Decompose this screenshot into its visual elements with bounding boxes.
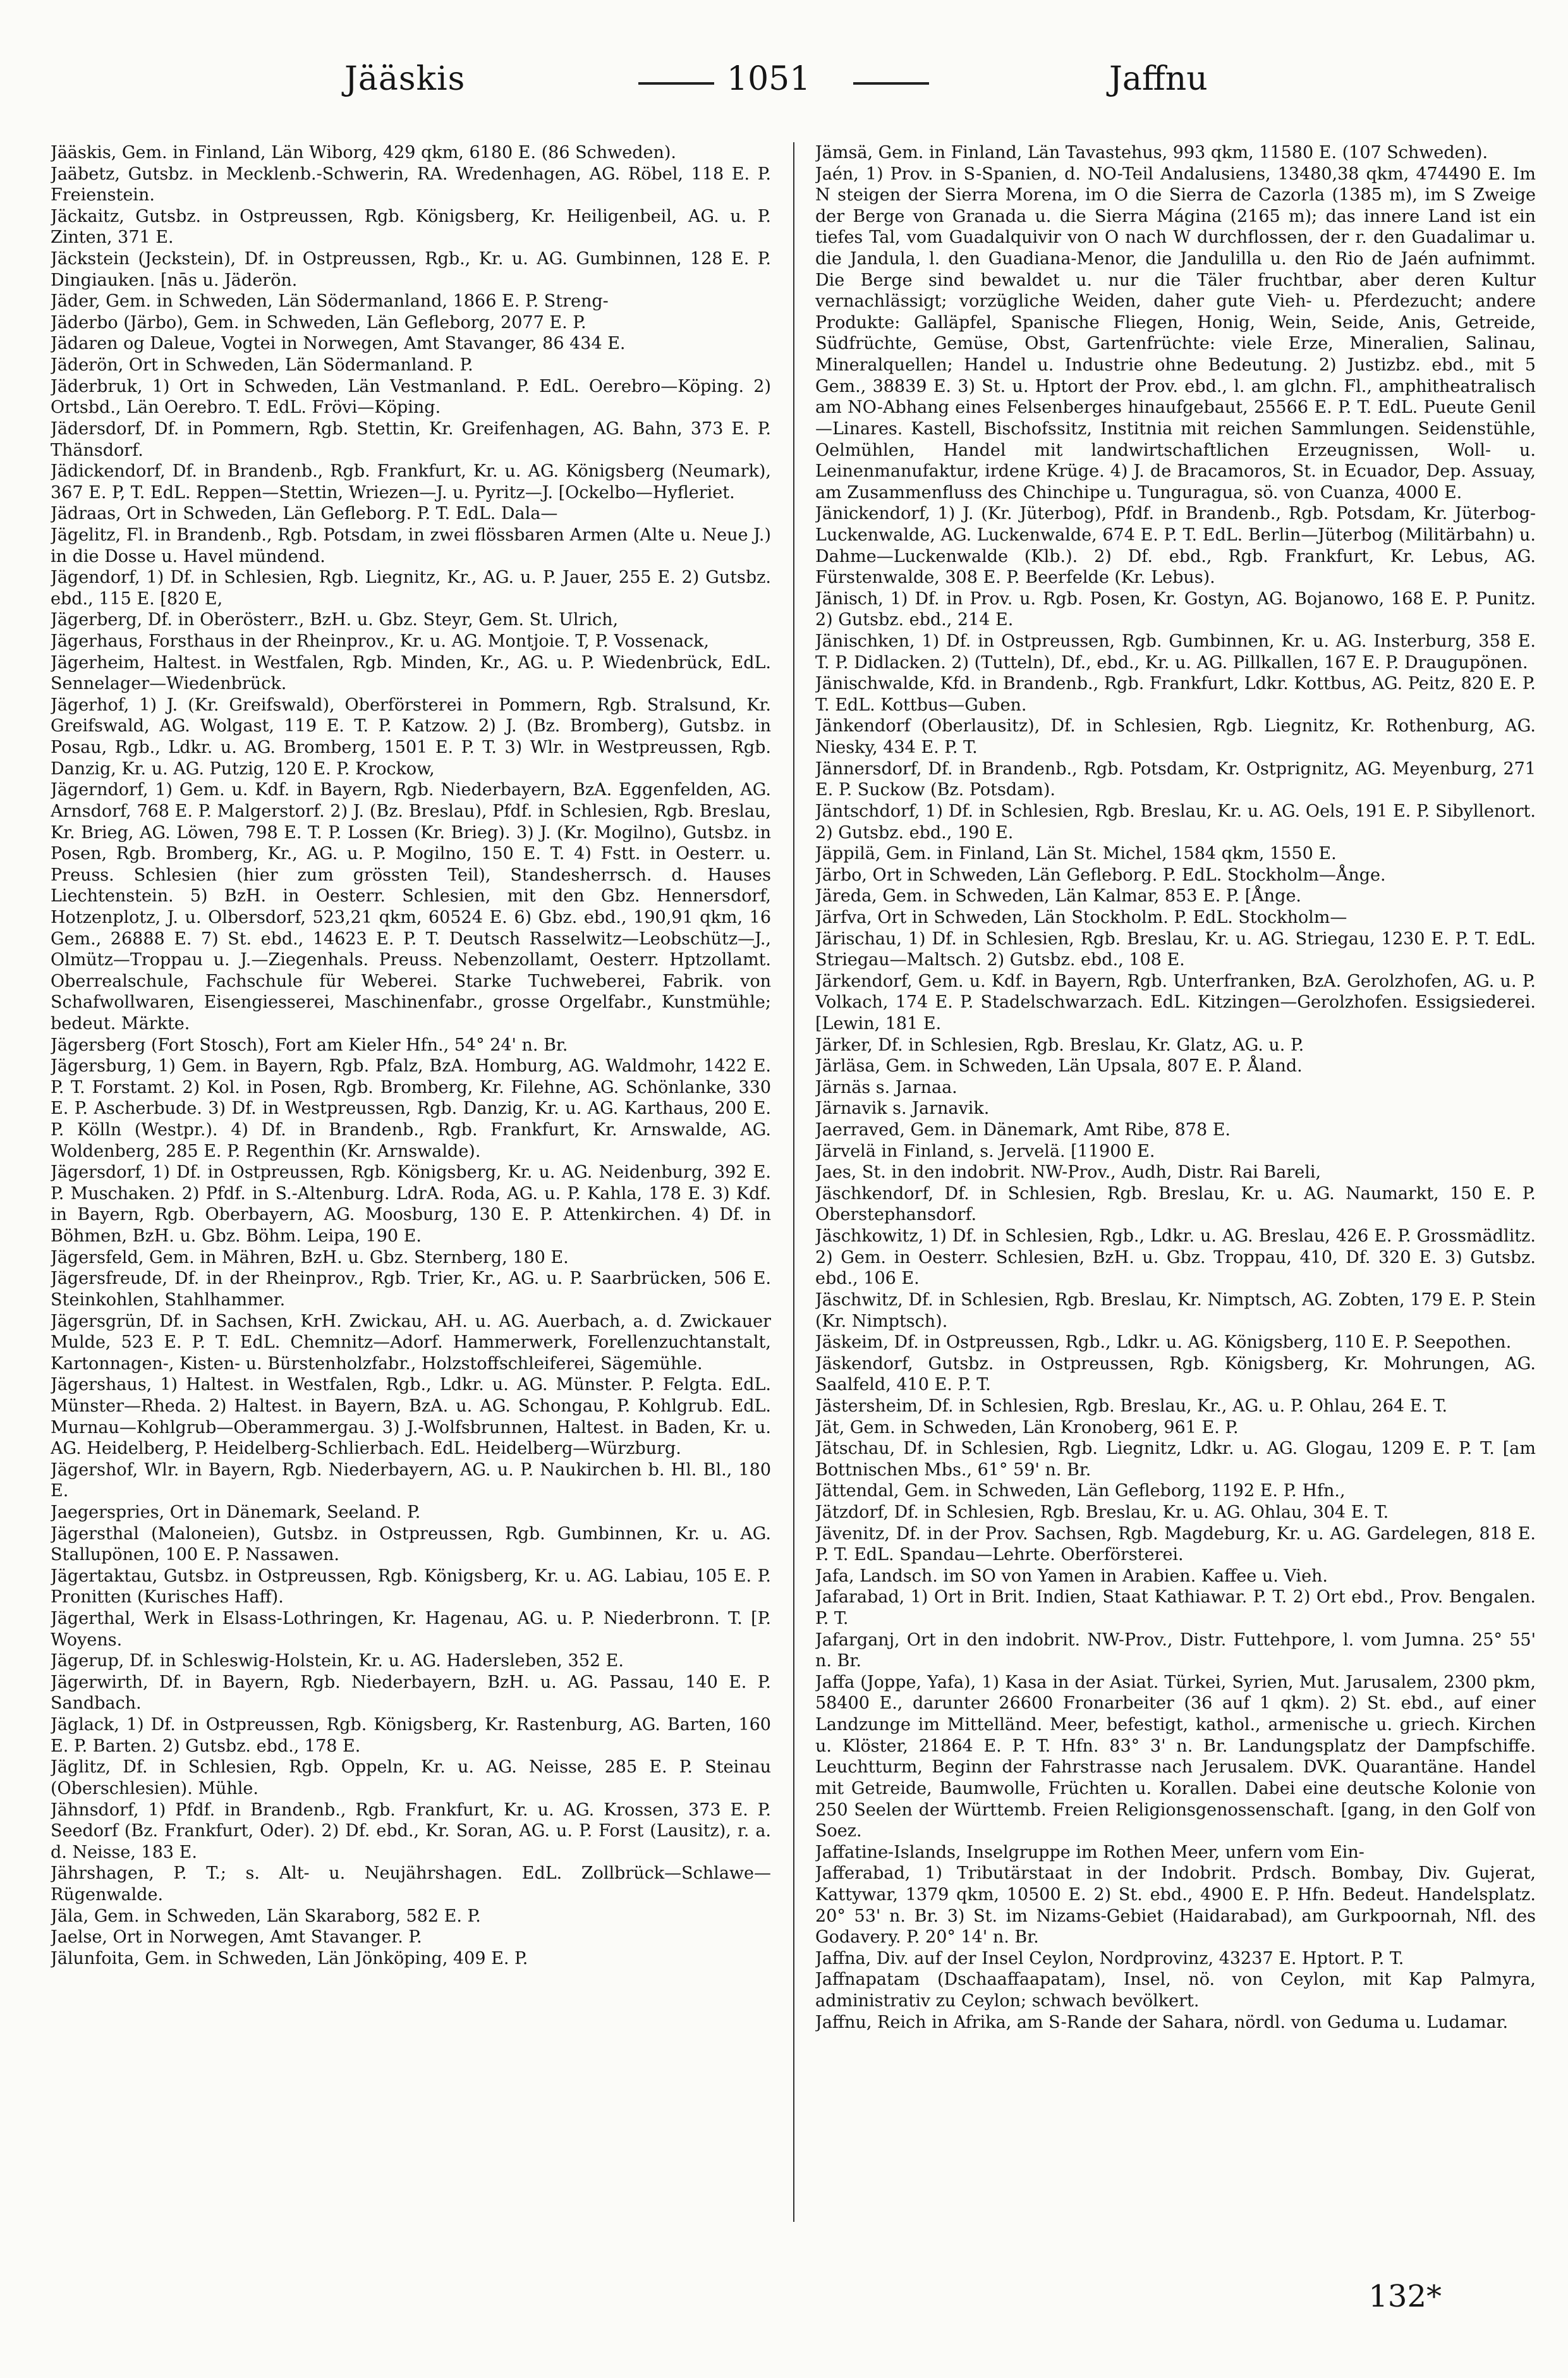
entry: Järbo, Ort in Schweden, Län Gefleborg. P. EdL. Stockholm—Ånge. (815, 865, 1386, 885)
entry: Jägerhof, 1) J. (Kr. Greifswald), Oberförsterei in Pommern, Rgb. Stralsund, Kr. Greifswald, AG. Wolgast, 119 E. T. P. Katzow. 2) J. (Bz. Bromberg), Gutsbz. in Posau, Rgb., Ldkr. u. AG. Bromberg, 1501 E. P. T. 3) Wlr. in Westpreussen, Rgb. Danzig, Kr. u. AG. Putzig, 120 E. P. Krockow, (51, 695, 771, 779)
entry: Jährshagen, P. T.; s. Alt- u. Neujährshagen. EdL. Zollbrück—Schlawe—Rügenwalde. (51, 1863, 771, 1905)
page-header (0, 60, 1568, 117)
entry: Jätschau, Df. in Schlesien, Rgb. Liegnitz, Ldkr. u. AG. Glogau, 1209 E. P. T. [am Bottnischen Mbs., 61° 59' n. Br. (815, 1439, 1536, 1480)
entry: Jäntschdorf, 1) Df. in Schlesien, Rgb. Breslau, Kr. u. AG. Oels, 191 E. P. Sibyllenort. 2) Gutsbz. ebd., 190 E. (815, 801, 1536, 843)
column-divider (793, 142, 794, 2222)
entry: Jäskeim, Df. in Ostpreussen, Rgb., Ldkr. u. AG. Königsberg, 110 E. P. Seepothen. (815, 1332, 1512, 1353)
entry: Jäderbruk, 1) Ort in Schweden, Län Vestmanland. P. EdL. Oerebro—Köping. 2) Ortsbd., Län Oerebro. T. EdL. Frövi—Köping. (51, 376, 771, 418)
entry: Jägershaus, 1) Haltest. in Westfalen, Rgb., Ldkr. u. AG. Münster. P. Felgta. EdL. Münster—Rheda. 2) Haltest. in Bayern, BzA. u. AG. Schongau, P. Kohlgrub. EdL. Murnau—Kohlgrub—Oberammergau. 3) J.-Wolfsbrunnen, Haltest. in Baden, Kr. u. AG. Heidelberg, P. Heidelberg-Schlierbach. EdL. Heidelberg—Würzburg. (51, 1375, 771, 1459)
entry: Jäckstein (Jeckstein), Df. in Ostpreussen, Rgb., Kr. u. AG. Gumbinnen, 128 E. P. Dingiauken. [nās u. Jäderön. (51, 249, 771, 290)
entry: Jägerberg, Df. in Oberösterr., BzH. u. Gbz. Steyr, Gem. St. Ulrich, (51, 610, 619, 630)
header-last-keyword: Jaffnu (1109, 60, 1208, 98)
entry: Jaerraved, Gem. in Dänemark, Amt Ribe, 878 E. (815, 1120, 1231, 1140)
header-rule-left (638, 82, 714, 85)
entry: Jäschkowitz, 1) Df. in Schlesien, Rgb., Ldkr. u. AG. Breslau, 426 E. P. Grossmädlitz. 2) Gem. in Oesterr. Schlesien, BzH. u. Gbz. Troppau, 410, Df. 320 E. 3) Gutsbz. ebd., 106 E. (815, 1226, 1536, 1289)
entry: Jägersberg (Fort Stosch), Fort am Kieler Hfn., 54° 24' n. Br. (51, 1035, 568, 1055)
entry: Jaäbetz, Gutsbz. in Mecklenb.-Schwerin, RA. Wredenhagen, AG. Röbel, 118 E. P. Freienstein. (51, 164, 771, 205)
entry: Jännersdorf, Df. in Brandenb., Rgb. Potsdam, Kr. Ostprignitz, AG. Meyenburg, 271 E. P. Suckow (Bz. Potsdam). (815, 759, 1536, 800)
entry: Jägersburg, 1) Gem. in Bayern, Rgb. Pfalz, BzA. Homburg, AG. Waldmohr, 1422 E. P. T. Forstamt. 2) Kol. in Posen, Rgb. Bromberg, Kr. Filehne, AG. Schönlanke, 330 E. P. Ascherbude. 3) Df. in Westpreussen, Rgb. Danzig, Kr. u. AG. Karthaus, 200 E. P. Kölln (Westpr.). 4) Df. in Brandenb., Rgb. Frankfurt, Kr. Arnswalde, AG. Woldenberg, 285 E. P. Regenthin (Kr. Arnswalde). (51, 1056, 771, 1161)
entry: Jät, Gem. in Schweden, Län Kronoberg, 961 E. P. (815, 1417, 1239, 1437)
left-column (51, 142, 771, 2247)
entry: Jaffnapatam (Dschaaffaapatam), Insel, nö. von Ceylon, mit Kap Palmyra, administrativ zu Ceylon; schwach bevölkert. (815, 1970, 1536, 2011)
entry: Järläsa, Gem. in Schweden, Län Upsala, 807 E. P. Åland. (815, 1056, 1303, 1076)
entry: Jädaren og Daleue, Vogtei in Norwegen, Amt Stavanger, 86 434 E. (51, 334, 626, 354)
entry: Jänkendorf (Oberlausitz), Df. in Schlesien, Rgb. Liegnitz, Kr. Rothenburg, AG. Niesky, 434 E. P. T. (815, 716, 1536, 758)
entry: Jänickendorf, 1) J. (Kr. Jüterbog), Pfdf. in Brandenb., Rgb. Potsdam, Kr. Jüterbog-Luckenwalde, AG. Luckenwalde, 674 E. P. T. EdL. Berlin—Jüterbog (Militärbahn) u. Dahme—Luckenwalde (Klb.). 2) Df. ebd., Rgb. Frankfurt, Kr. Lebus, AG. Fürstenwalde, 308 E. P. Beerfelde (Kr. Lebus). (815, 504, 1536, 588)
entry: Jaelse, Ort in Norwegen, Amt Stavanger. P. (51, 1927, 422, 1948)
entry: Järfva, Ort in Schweden, Län Stockholm. P. EdL. Stockholm— (815, 907, 1347, 927)
entry: Jäderön, Ort in Schweden, Län Södermanland. P. (51, 355, 473, 375)
entry: Jägelitz, Fl. in Brandenb., Rgb. Potsdam, in zwei flössbaren Armen (Alte u. Neue J.) in die Dosse u. Havel mündend. (51, 525, 771, 566)
entry: Jänischwalde, Kfd. in Brandenb., Rgb. Frankfurt, Ldkr. Kottbus, AG. Peitz, 820 E. P. T. EdL. Kottbus—Guben. (815, 674, 1536, 715)
entry: Jätzdorf, Df. in Schlesien, Rgb. Breslau, Kr. u. AG. Ohlau, 304 E. T. (815, 1503, 1389, 1522)
entry: Järeda, Gem. in Schweden, Län Kalmar, 853 E. P. [Ånge. (815, 886, 1302, 906)
page-number: 1051 (727, 60, 811, 98)
entry: Jädraas, Ort in Schweden, Län Gefleborg. P. T. EdL. Dala— (51, 504, 558, 524)
entry: Järischau, 1) Df. in Schlesien, Rgb. Breslau, Kr. u. AG. Striegau, 1230 E. P. T. EdL. Striegau—Maltsch. 2) Gutsbz. ebd., 108 E. (815, 929, 1536, 970)
entry: Jägershof, Wlr. in Bayern, Rgb. Niederbayern, AG. u. P. Naukirchen b. Hl. Bl., 180 E. (51, 1460, 771, 1501)
signature-mark: 132* (1368, 2279, 1442, 2314)
entry: Jättendal, Gem. in Schweden, Län Gefleborg, 1192 E. P. Hfn., (815, 1481, 1346, 1501)
entry: Järnäs s. Jarnaa. (815, 1077, 957, 1097)
entry: Jäglack, 1) Df. in Ostpreussen, Rgb. Königsberg, Kr. Rastenburg, AG. Barten, 160 E. P. Barten. 2) Gutsbz. ebd., 178 E. (51, 1715, 771, 1756)
entry: Jägerndorf, 1) Gem. u. Kdf. in Bayern, Rgb. Niederbayern, BzA. Eggenfelden, AG. Arnsdorf, 768 E. P. Malgerstorf. 2) J. (Bz. Breslau), Pfdf. in Schlesien, Rgb. Breslau, Kr. Brieg, AG. Löwen, 798 E. T. P. Lossen (Kr. Brieg). 3) J. (Kr. Mogilno), Gutsbz. in Posen, Rgb. Bromberg, Kr., AG. u. P. Mogilno, 150 E. T. 4) Fstt. in Oesterr. u. Preuss. Schlesien (hier zum grössten Teil), Standesherrsch. d. Hauses Liechtenstein. 5) BzH. in Oesterr. Schlesien, mit den Gbz. Hennersdorf, Hotzenplotz, J. u. Olbersdorf, 523,21 qkm, 60524 E. 6) Gbz. ebd., 190,91 qkm, 16 Gem., 26888 E. 7) St. ebd., 14623 E. P. T. Deutsch Rasselwitz—Leobschütz—J., Olmütz—Troppau u. J.—Ziegenhals. Preuss. Nebenzollamt, Oesterr. Hptzollamt. Oberrealschule, Fachschule für Weberei. Starke Tuchweberei, Fabrik. von Schafwollwaren, Eisengiesserei, Maschinenfabr., grosse Orgelfabr., Kunstmühle; bedeut. Märkte. (51, 780, 771, 1034)
entry: Järnavik s. Jarnavik. (815, 1099, 990, 1119)
entry: Jäckaitz, Gutsbz. in Ostpreussen, Rgb. Königsberg, Kr. Heiligenbeil, AG. u. P. Zinten, 371 E. (51, 206, 771, 248)
entry: Jägerthal, Werk in Elsass-Lothringen, Kr. Hagenau, AG. u. P. Niederbronn. T. [P. Woyens. (51, 1609, 771, 1650)
entry: Jästersheim, Df. in Schlesien, Rgb. Breslau, Kr., AG. u. P. Ohlau, 264 E. T. (815, 1396, 1448, 1416)
entry: Jaffna, Div. auf der Insel Ceylon, Nordprovinz, 43237 E. Hptort. P. T. (815, 1948, 1404, 1968)
entry: Jämsä, Gem. in Finland, Län Tavastehus, 993 qkm, 11580 E. (107 Schweden). (815, 143, 1488, 162)
entry: Jaffa (Joppe, Yafa), 1) Kasa in der Asiat. Türkei, Syrien, Mut. Jarusalem, 2300 pkm, 58400 E., darunter 26600 Fronarbeiter (36 auf 1 qkm). 2) St. ebd., auf einer Landzunge im Mittelländ. Meer, befestigt, kathol., armenische u. griech. Kirchen u. Klöster, 21864 E. P. T. Hfn. 83° 3' n. Br. Landungsplatz der Dampfschiffe. Leuchtturm, Beginn der Fahrstrasse nach Jerusalem. DVK. Quarantäne. Handel mit Getreide, Baumwolle, Früchten u. Korallen. Dabei eine deutsche Kolonie von 250 Seelen der Württemb. Freien Religionsgenossenschaft. [gang, in den Golf von Soez. (815, 1672, 1536, 1841)
entry: Jägendorf, 1) Df. in Schlesien, Rgb. Liegnitz, Kr., AG. u. P. Jauer, 255 E. 2) Gutsbz. ebd., 115 E. [820 E, (51, 568, 771, 609)
entry: Jafarganj, Ort in den indobrit. NW-Prov., Distr. Futtehpore, l. vom Jumna. 25° 55' n. Br. (815, 1630, 1536, 1671)
entry: Jägersthal (Maloneien), Gutsbz. in Ostpreussen, Rgb. Gumbinnen, Kr. u. AG. Stallupönen, 100 E. P. Nassawen. (51, 1523, 771, 1565)
header-rule-right (853, 82, 929, 85)
entry: Jägersfeld, Gem. in Mähren, BzH. u. Gbz. Sternberg, 180 E. (51, 1247, 569, 1267)
entry: Jädersdorf, Df. in Pommern, Rgb. Stettin, Kr. Greifenhagen, AG. Bahn, 373 E. P. Thänsdorf. (51, 418, 771, 460)
entry: Jäskendorf, Gutsbz. in Ostpreussen, Rgb. Königsberg, Kr. Mohrungen, AG. Saalfeld, 410 E. P. T. (815, 1353, 1536, 1395)
entry: Jädickendorf, Df. in Brandenb., Rgb. Frankfurt, Kr. u. AG. Königsberg (Neumark), 367 E. P, T. EdL. Reppen—Stettin, Wriezen—J. u. Pyritz—J. [Ockelbo—Hyfleriet. (51, 461, 771, 503)
entry: Jäla, Gem. in Schweden, Län Skaraborg, 582 E. P. (51, 1906, 481, 1926)
entry: Jälunfoita, Gem. in Schweden, Län Jönköping, 409 E. P. (51, 1948, 528, 1968)
entry: Jägerheim, Haltest. in Westfalen, Rgb. Minden, Kr., AG. u. P. Wiedenbrück, EdL. Sennelager—Wiedenbrück. (51, 652, 771, 694)
entry: Jägersgrün, Df. in Sachsen, KrH. Zwickau, AH. u. AG. Auerbach, a. d. Zwickauer Mulde, 523 E. P. T. EdL. Chemnitz—Adorf. Hammerwerk, Forellenzuchtanstalt, Kartonnagen-, Kisten- u. Bürstenholzfabr., Holzstoffschleiferei, Sägemühle. (51, 1311, 771, 1374)
entry: Jääskis, Gem. in Finland, Län Wiborg, 429 qkm, 6180 E. (86 Schweden). (51, 143, 676, 162)
entry: Jägerwirth, Df. in Bayern, Rgb. Niederbayern, BzH. u. AG. Passau, 140 E. P. Sandbach. (51, 1672, 771, 1714)
entry: Jaffatine-Islands, Inselgruppe im Rothen Meer, unfern vom Ein- (815, 1842, 1364, 1862)
entry: Jafferabad, 1) Tributärstaat in der Indobrit. Prdsch. Bombay, Div. Gujerat, Kattywar, 1379 qkm, 10500 E. 2) St. ebd., 4900 E. P. Hfn. Bedeut. Handelsplatz. 20° 53' n. Br. 3) St. im Nizams-Gebiet (Haidarabad), am Gurkpoornah, Nfl. des Godavery. P. 20° 14' n. Br. (815, 1863, 1536, 1948)
entry: Järvelä in Finland, s. Jervelä. [11900 E. (815, 1141, 1155, 1161)
entry: Jaffnu, Reich in Afrika, am S-Rande der Sahara, nördl. von Geduma u. Ludamar. (815, 2012, 1509, 2032)
entry: Jägerhaus, Forsthaus in der Rheinprov., Kr. u. AG. Montjoie. T, P. Vossenack, (51, 631, 709, 652)
entry: Jägertaktau, Gutsbz. in Ostpreussen, Rgb. Königsberg, Kr. u. AG. Labiau, 105 E. P. Pronitten (Kurisches Haff). (51, 1566, 771, 1607)
right-column (815, 142, 1536, 2247)
entry: Jäschwitz, Df. in Schlesien, Rgb. Breslau, Kr. Nimptsch, AG. Zobten, 179 E. P. Stein (Kr. Nimptsch). (815, 1290, 1536, 1331)
entry: Jänischken, 1) Df. in Ostpreussen, Rgb. Gumbinnen, Kr. u. AG. Insterburg, 358 E. T. P. Didlacken. 2) (Tutteln), Df., ebd., Kr. u. AG. Pillkallen, 167 E. P. Draugupönen. (815, 631, 1536, 673)
entry: Jägersfreude, Df. in der Rheinprov., Rgb. Trier, Kr., AG. u. P. Saarbrücken, 506 E. Steinkohlen, Stahlhammer. (51, 1269, 771, 1310)
header-first-keyword: Jääskis (344, 60, 466, 98)
entry: Jafa, Landsch. im SO von Yamen in Arabien. Kaffee u. Vieh. (815, 1566, 1328, 1586)
entry: Jähnsdorf, 1) Pfdf. in Brandenb., Rgb. Frankfurt, Kr. u. AG. Krossen, 373 E. P. Seedorf (Bz. Frankfurt, Oder). 2) Df. ebd., Kr. Soran, AG. u. P. Forst (Lausitz), r. a. d. Neisse, 183 E. (51, 1800, 771, 1862)
entry: Jäppilä, Gem. in Finland, Län St. Michel, 1584 qkm, 1550 E. (815, 844, 1337, 864)
entry: Jäschkendorf, Df. in Schlesien, Rgb. Breslau, Kr. u. AG. Naumarkt, 150 E. P. Oberstephansdorf. (815, 1183, 1536, 1225)
entry: Jaes, St. in den indobrit. NW-Prov., Audh, Distr. Rai Bareli, (815, 1162, 1322, 1183)
entry: Jafarabad, 1) Ort in Brit. Indien, Staat Kathiawar. P. T. 2) Ort ebd., Prov. Bengalen. P. T. (815, 1587, 1536, 1629)
entry: Järkendorf, Gem. u. Kdf. in Bayern, Rgb. Unterfranken, BzA. Gerolzhofen, AG. u. P. Volkach, 174 E. P. Stadelschwarzach. EdL. Kitzingen—Gerolzhofen. Essigsiederei. [Lewin, 181 E. (815, 971, 1536, 1034)
entry: Jägerup, Df. in Schleswig-Holstein, Kr. u. AG. Hadersleben, 352 E. (51, 1651, 624, 1671)
entry: Jänisch, 1) Df. in Prov. u. Rgb. Posen, Kr. Gostyn, AG. Bojanowo, 168 E. P. Punitz. 2) Gutsbz. ebd., 214 E. (815, 588, 1536, 630)
entry: Jäder, Gem. in Schweden, Län Södermanland, 1866 E. P. Streng- (51, 291, 609, 312)
entry: Järker, Df. in Schlesien, Rgb. Breslau, Kr. Glatz, AG. u. P. (815, 1035, 1304, 1055)
entry: Jävenitz, Df. in der Prov. Sachsen, Rgb. Magdeburg, Kr. u. AG. Gardelegen, 818 E. P. T. EdL. Spandau—Lehrte. Oberförsterei. (815, 1523, 1536, 1565)
entry: Jaegerspries, Ort in Dänemark, Seeland. P. (51, 1503, 421, 1522)
entry: Jaén, 1) Prov. in S-Spanien, d. NO-Teil Andalusiens, 13480,38 qkm, 474490 E. Im N steigen der Sierra Morena, im O die Sierra de Cazorla (1385 m), im S Zweige der Berge von Granada u. die Sierra Mágina (2165 m); das innere Land ist ein tiefes Tal, vom Guadalquivir von O nach W durchflossen, der r. den Guadalimar u. die Jandula, l. den Guadiana-Menor, die Jandulilla u. den Rio de Jaén aufnimmt. Die Berge sind bewaldet u. nur die Täler fruchtbar, aber deren Kultur vernachlässigt; vorzügliche Weiden, daher gute Vieh- u. Pferdezucht; andere Produkte: Galläpfel, Spanische Fliegen, Honig, Wein, Seide, Anis, Getreide, Südfrüchte, Gemüse, Obst, Gartenfrüchte: viele Erze, Mineralien, Salinau, Mineralquellen; Handel u. Industrie ohne Bedeutung. 2) Justizbz. ebd., mit 5 Gem., 38839 E. 3) St. u. Hptort der Prov. ebd., l. am glchn. Fl., amphitheatralisch am NO-Abhang eines Felsenberges hinaufgebaut, 25566 E. P. T. EdL. Pueute Genil—Linares. Kastell, Bischofssitz, Institnia mit reichen Sammlungen. Seidenstühle, Oelmühlen, Handel mit landwirtschaftlichen Erzeugnissen, Woll- u. Leinenmanufaktur, irdene Krüge. 4) J. de Bracamoros, St. in Ecuador, Dep. Assuay, am Zusammenfluss des Chinchipe u. Tunguragua, sö. von Cuanza, 4000 E. (815, 164, 1536, 503)
entry: Jägersdorf, 1) Df. in Ostpreussen, Rgb. Königsberg, Kr. u. AG. Neidenburg, 392 E. P. Muschaken. 2) Pfdf. in S.-Altenburg. LdrA. Roda, AG. u. P. Kahla, 178 E. 3) Kdf. in Bayern, Rgb. Oberbayern, AG. Moosburg, 130 E. P. Attenkirchen. 4) Df. in Böhmen, BzH. u. Gbz. Böhm. Leipa, 190 E. (51, 1162, 771, 1247)
entry: Jäglitz, Df. in Schlesien, Rgb. Oppeln, Kr. u. AG. Neisse, 285 E. P. Steinau (Oberschlesien). Mühle. (51, 1757, 771, 1798)
entry: Jäderbo (Järbo), Gem. in Schweden, Län Gefleborg, 2077 E. P. (51, 312, 586, 332)
